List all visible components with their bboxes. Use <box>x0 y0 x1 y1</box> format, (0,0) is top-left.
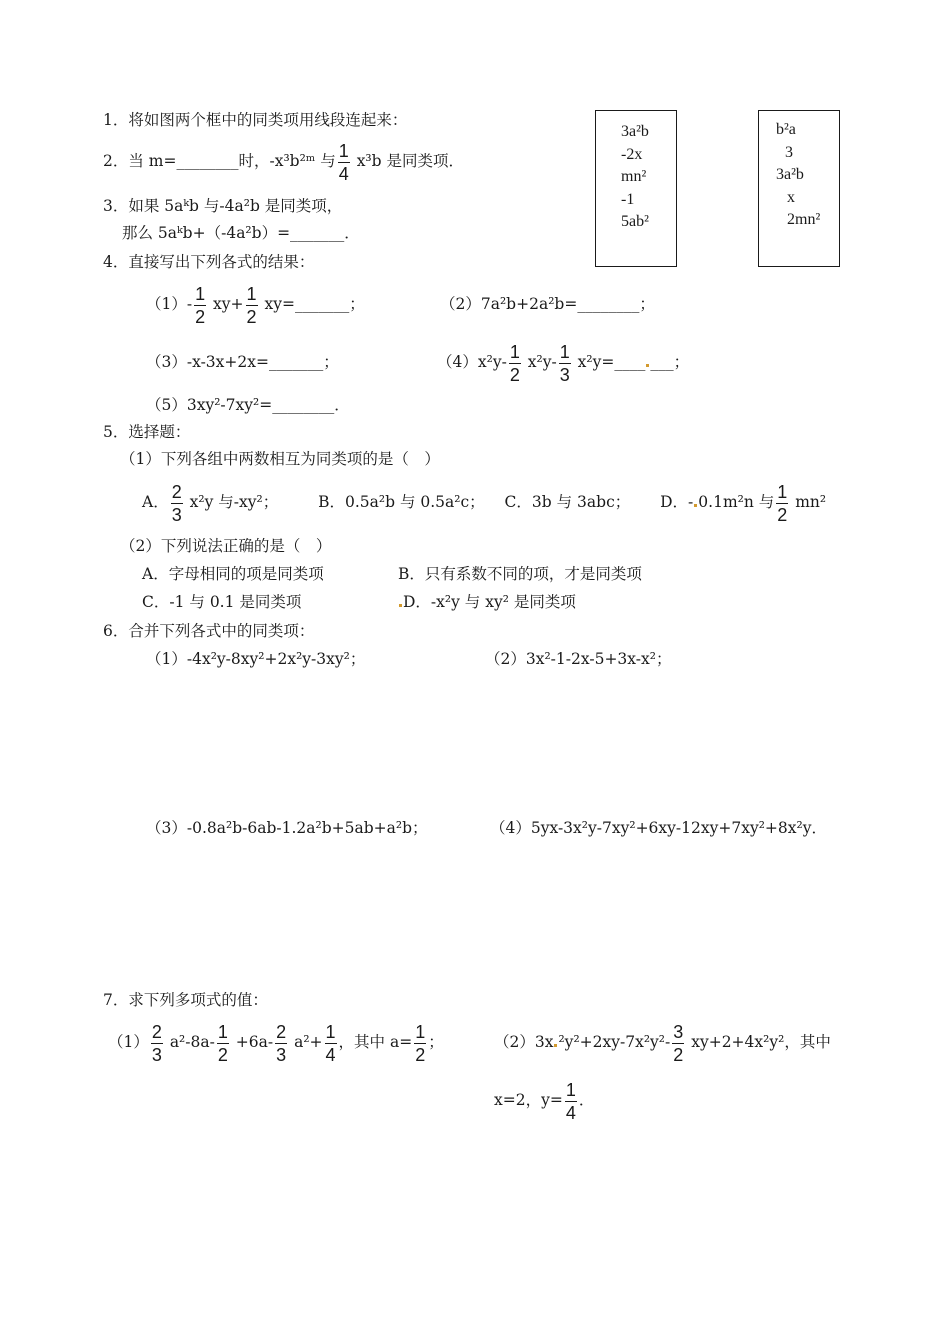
question-6-part-2: （2）3x²-1-2x-5+3x-x²； <box>485 650 672 668</box>
fraction: $\frac{1}{4}$ <box>338 140 349 184</box>
fraction: $\frac{1}{2}$ <box>509 341 520 385</box>
option-c: C．3b 与 3abc； <box>504 493 631 511</box>
question-5-2: （2）下列说法正确的是（ ） <box>120 537 332 555</box>
question-6-part-4: （4）5yx-3x²y-7xy²+6xy-12xy+7xy²+8x²y． <box>490 819 827 837</box>
option-d: D．-x²y 与 xy² 是同类项 <box>398 592 576 612</box>
question-5-title: 5．选择题： <box>103 423 191 441</box>
fraction: $\frac{2}{3}$ <box>276 1021 287 1065</box>
question-1: 1．将如图两个框中的同类项用线段连起来： <box>103 111 408 129</box>
term: 3a²b <box>776 166 804 183</box>
option-b: B．0.5a²b 与 0.5a²c； <box>318 493 485 511</box>
term: b²a <box>776 121 796 138</box>
fraction: $\frac{1}{2}$ <box>195 283 206 327</box>
option-b: B．只有系数不同的项，才是同类项 <box>398 565 642 583</box>
mark-dot <box>694 504 697 507</box>
question-4-part-2: （2）7a²b+2a²b=________； <box>440 295 655 313</box>
question-7-title: 7．求下列多项式的值： <box>103 991 268 1009</box>
question-2: 2．当 m=________时，-x³b²ᵐ 与 $\frac{1}{4}$ x³b 是同类项． <box>103 140 464 184</box>
term: x <box>787 189 795 206</box>
fraction: $\frac{1}{2}$ <box>217 1021 228 1065</box>
term: 5ab² <box>621 213 649 230</box>
question-7-part-1: （1） $\frac{2}{3}$ a²-8a- $\frac{1}{2}$ +6a- $\frac{2}{3}$ a²+ $\frac{1}{4}$ ，其中 a= $\frac{1}{2}$ ； <box>108 1021 444 1065</box>
fraction: $\frac{1}{4}$ <box>325 1021 336 1065</box>
question-7-part-2-line-2: x=2，y= $\frac{1}{4}$ ． <box>494 1079 595 1123</box>
question-5-1-options <box>142 474 862 530</box>
question-7-part-2: （2）3x ²y²+2xy-7x²y²- $\frac{3}{2}$ xy+2+4x²y²，其中 <box>494 1021 831 1065</box>
option-c: C．-1 与 0.1 是同类项 <box>142 593 302 611</box>
right-term-box <box>758 110 840 267</box>
question-6-part-3: （3）-0.8a²b-6ab-1.2a²b+5ab+a²b； <box>146 819 428 837</box>
question-4-title: 4．直接写出下列各式的结果： <box>103 253 315 271</box>
fraction: $\frac{2}{3}$ <box>171 481 182 525</box>
fraction: $\frac{1}{4}$ <box>565 1079 576 1123</box>
question-6-title: 6．合并下列各式中的同类项： <box>103 622 315 640</box>
term: -1 <box>621 191 635 208</box>
option-a: A． $\frac{2}{3}$ x²y 与-xy²； <box>142 481 279 525</box>
fraction: $\frac{2}{3}$ <box>151 1021 162 1065</box>
term: 2mn² <box>787 211 821 228</box>
option-a: A．字母相同的项是同类项 <box>142 565 324 583</box>
fraction: $\frac{1}{2}$ <box>246 283 257 327</box>
term: 3a²b <box>621 123 649 140</box>
question-3-line-1: 3．如果 5aᵏb 与-4a²b 是同类项， <box>103 197 343 215</box>
left-term-box <box>595 110 677 267</box>
fraction: $\frac{1}{3}$ <box>559 341 570 385</box>
term: mn² <box>621 168 647 185</box>
question-4-part-5: （5）3xy²-7xy²=________． <box>146 396 350 414</box>
option-d: D．- 0.1m²n 与 $\frac{1}{2}$ mn² <box>660 481 827 525</box>
fraction: $\frac{1}{2}$ <box>777 481 788 525</box>
mark-dot <box>646 364 649 367</box>
question-4-part-1: （1）- $\frac{1}{2}$ xy+ $\frac{1}{2}$ xy=_______； <box>146 283 365 327</box>
question-4-part-4: （4）x²y- $\frac{1}{2}$ x²y- $\frac{1}{3}$ x²y=____ ___； <box>437 341 690 385</box>
term: 3 <box>785 144 793 161</box>
term: -2x <box>621 146 643 163</box>
question-6-part-1: （1）-4x²y-8xy²+2x²y-3xy²； <box>146 650 366 668</box>
fraction: $\frac{1}{2}$ <box>415 1021 426 1065</box>
fraction: $\frac{3}{2}$ <box>673 1021 684 1065</box>
question-3-line-2: 那么 5aᵏb+（-4a²b）=_______． <box>122 224 360 242</box>
question-4-part-3: （3）-x-3x+2x=_______； <box>146 353 339 371</box>
question-5-1: （1）下列各组中两数相互为同类项的是（ ） <box>120 450 440 468</box>
mark-dot <box>399 604 402 607</box>
